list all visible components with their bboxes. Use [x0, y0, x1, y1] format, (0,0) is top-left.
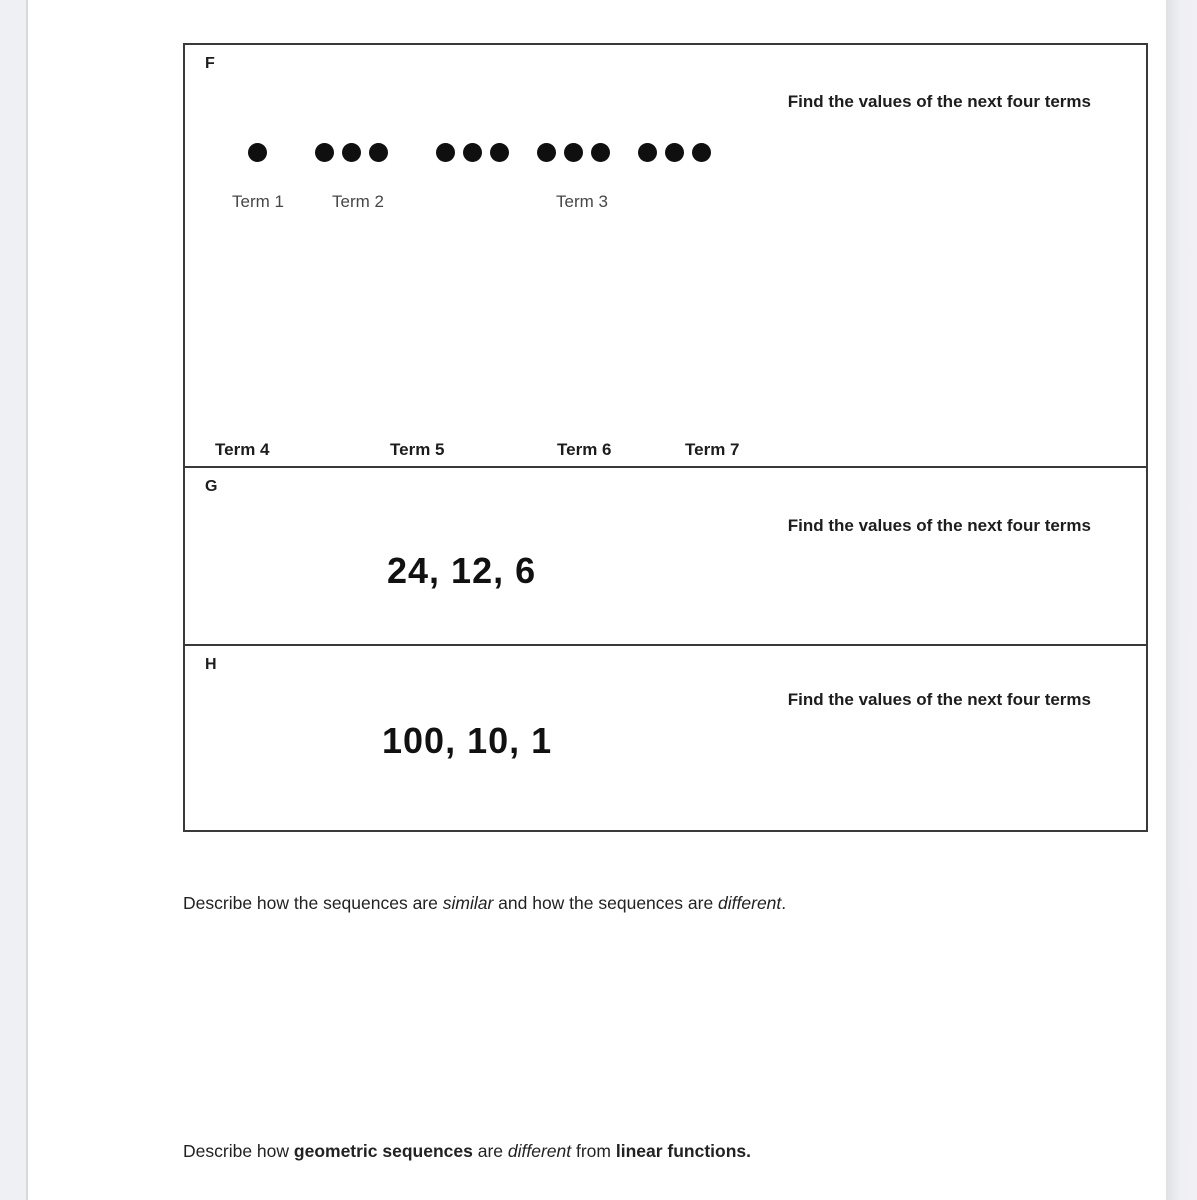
dot-sequence	[248, 143, 711, 162]
dot-icon	[342, 143, 361, 162]
dot-group	[638, 143, 711, 162]
term-3-label: Term 3	[556, 192, 608, 211]
find-terms-prompt-h: Find the values of the next four terms	[787, 690, 1091, 709]
term-4-label: Term 4	[215, 440, 270, 459]
dot-icon	[369, 143, 388, 162]
row-label-h: H	[205, 656, 217, 673]
page-right-margin	[1166, 0, 1197, 1200]
find-terms-prompt-g: Find the values of the next four terms	[787, 516, 1091, 535]
dot-group	[248, 143, 267, 162]
dot-icon	[638, 143, 657, 162]
dot-icon	[665, 143, 684, 162]
dot-term-1	[248, 143, 267, 162]
dot-icon	[537, 143, 556, 162]
term-7-label: Term 7	[685, 440, 740, 459]
worksheet-table	[183, 43, 1148, 832]
find-terms-prompt-f: Find the values of the next four terms	[787, 92, 1091, 111]
table-row-g	[185, 468, 1146, 646]
dot-term-2	[315, 143, 388, 162]
dot-term-3	[436, 143, 711, 162]
table-row-h	[185, 646, 1146, 830]
dot-icon	[463, 143, 482, 162]
row-label-g: G	[205, 478, 218, 495]
dot-icon	[692, 143, 711, 162]
dot-icon	[490, 143, 509, 162]
term-1-label: Term 1	[232, 192, 284, 211]
dot-group	[315, 143, 388, 162]
page-left-margin	[0, 0, 28, 1200]
row-label-f: F	[205, 55, 215, 72]
dot-group	[537, 143, 610, 162]
table-row-f	[185, 45, 1146, 468]
dot-icon	[315, 143, 334, 162]
dot-icon	[436, 143, 455, 162]
question-similar-different: Describe how the sequences are similar and how the sequences are different.	[183, 893, 787, 913]
dot-group	[436, 143, 509, 162]
dot-icon	[591, 143, 610, 162]
dot-icon	[248, 143, 267, 162]
term-6-label: Term 6	[557, 440, 612, 459]
question-geometric-vs-linear: Describe how geometric sequences are different from linear functions.	[183, 1141, 752, 1161]
term-2-label: Term 2	[332, 192, 384, 211]
term-5-label: Term 5	[390, 440, 445, 459]
sequence-value-h: 100, 10, 1	[382, 720, 553, 761]
sequence-value-g: 24, 12, 6	[387, 550, 537, 591]
dot-icon	[564, 143, 583, 162]
